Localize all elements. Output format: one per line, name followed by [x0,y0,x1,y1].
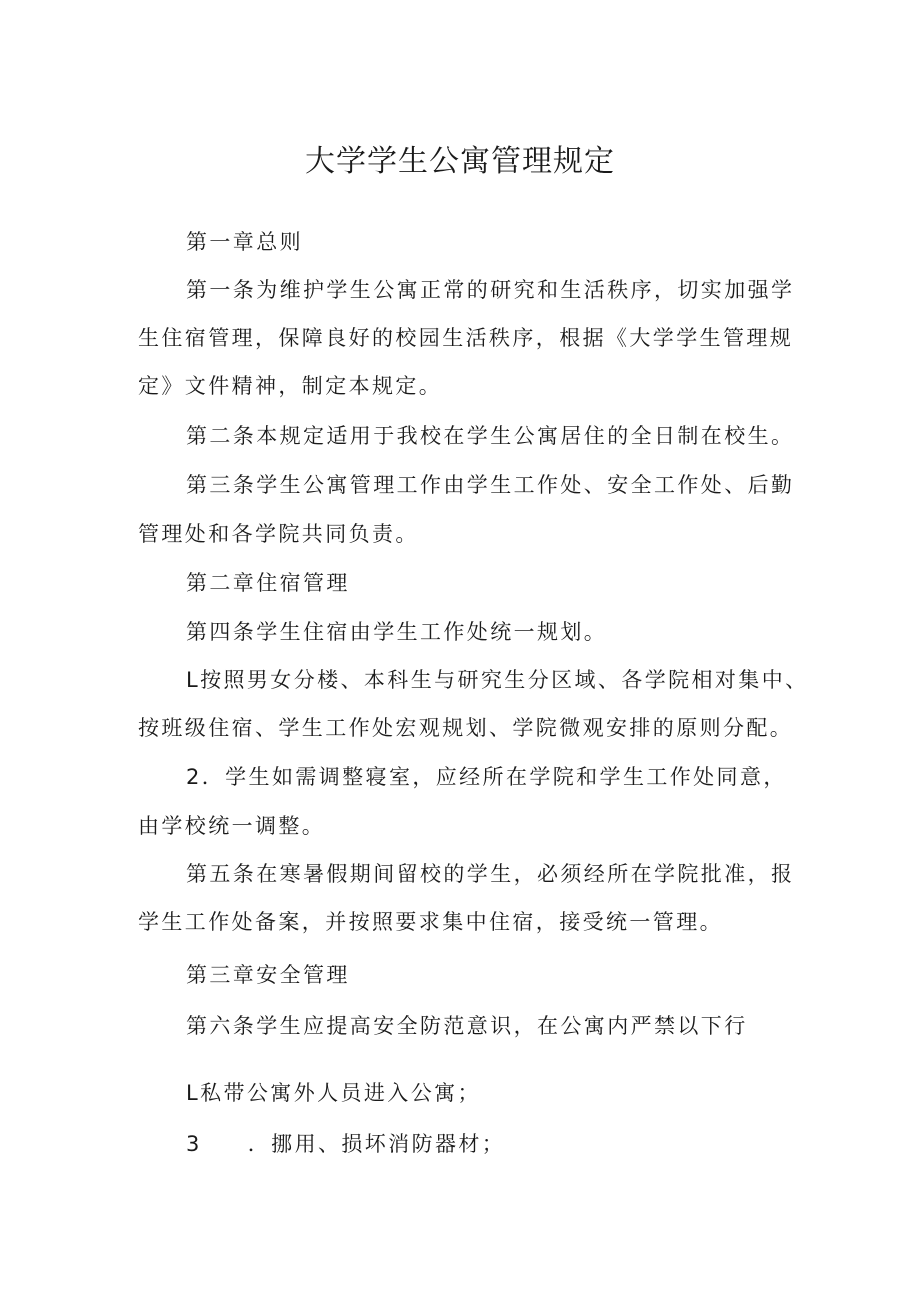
paragraph-line: 第五条在寒暑假期间留校的学生，必须经所在学院批准，报 [186,862,795,886]
paragraph-line: 第三条学生公寓管理工作由学生工作处、安全工作处、后勤 [186,473,795,497]
chapter-heading: 第一章总则 [186,230,303,254]
paragraph-line: 第二条本规定适用于我校在学生公寓居住的全日制在校生。 [186,424,795,448]
list-item-line: L按照男女分楼、本科生与研究生分区域、各学院相对集中、 [186,668,809,692]
list-item-number: 3 [186,1132,202,1156]
list-item-line [186,1128,505,1160]
list-item-text: ．挪用、损坏消防器材； [247,1132,506,1156]
chapter-heading: 第三章安全管理 [186,963,350,987]
paragraph-line: 第六条学生应提高安全防范意识，在公寓内严禁以下行 [186,1014,748,1038]
list-item-line: 按班级住宿、学生工作处宏观规划、学院微观安排的原则分配。 [138,716,794,740]
document-title: 大学学生公寓管理规定 [305,144,615,179]
list-item-line: L私带公寓外人员进入公寓； [186,1081,481,1105]
paragraph-line: 生住宿管理，保障良好的校园生活秩序，根据《大学学生管理规 [138,326,794,350]
chapter-heading: 第二章住宿管理 [186,571,350,595]
paragraph-line: 定》文件精神，制定本规定。 [138,374,443,398]
list-item-line: 由学校统一调整。 [138,814,326,838]
paragraph-line: 学生工作处备案，并按照要求集中住宿，接受统一管理。 [138,910,723,934]
paragraph-line: 第四条学生住宿由学生工作处统一规划。 [186,620,608,644]
paragraph-line: 第一条为维护学生公寓正常的研究和生活秩序，切实加强学 [186,278,795,302]
paragraph-line: 管理处和各学院共同负责。 [138,522,419,546]
list-item-line: 2．学生如需调整寝室，应经所在学院和学生工作处同意， [186,765,787,789]
